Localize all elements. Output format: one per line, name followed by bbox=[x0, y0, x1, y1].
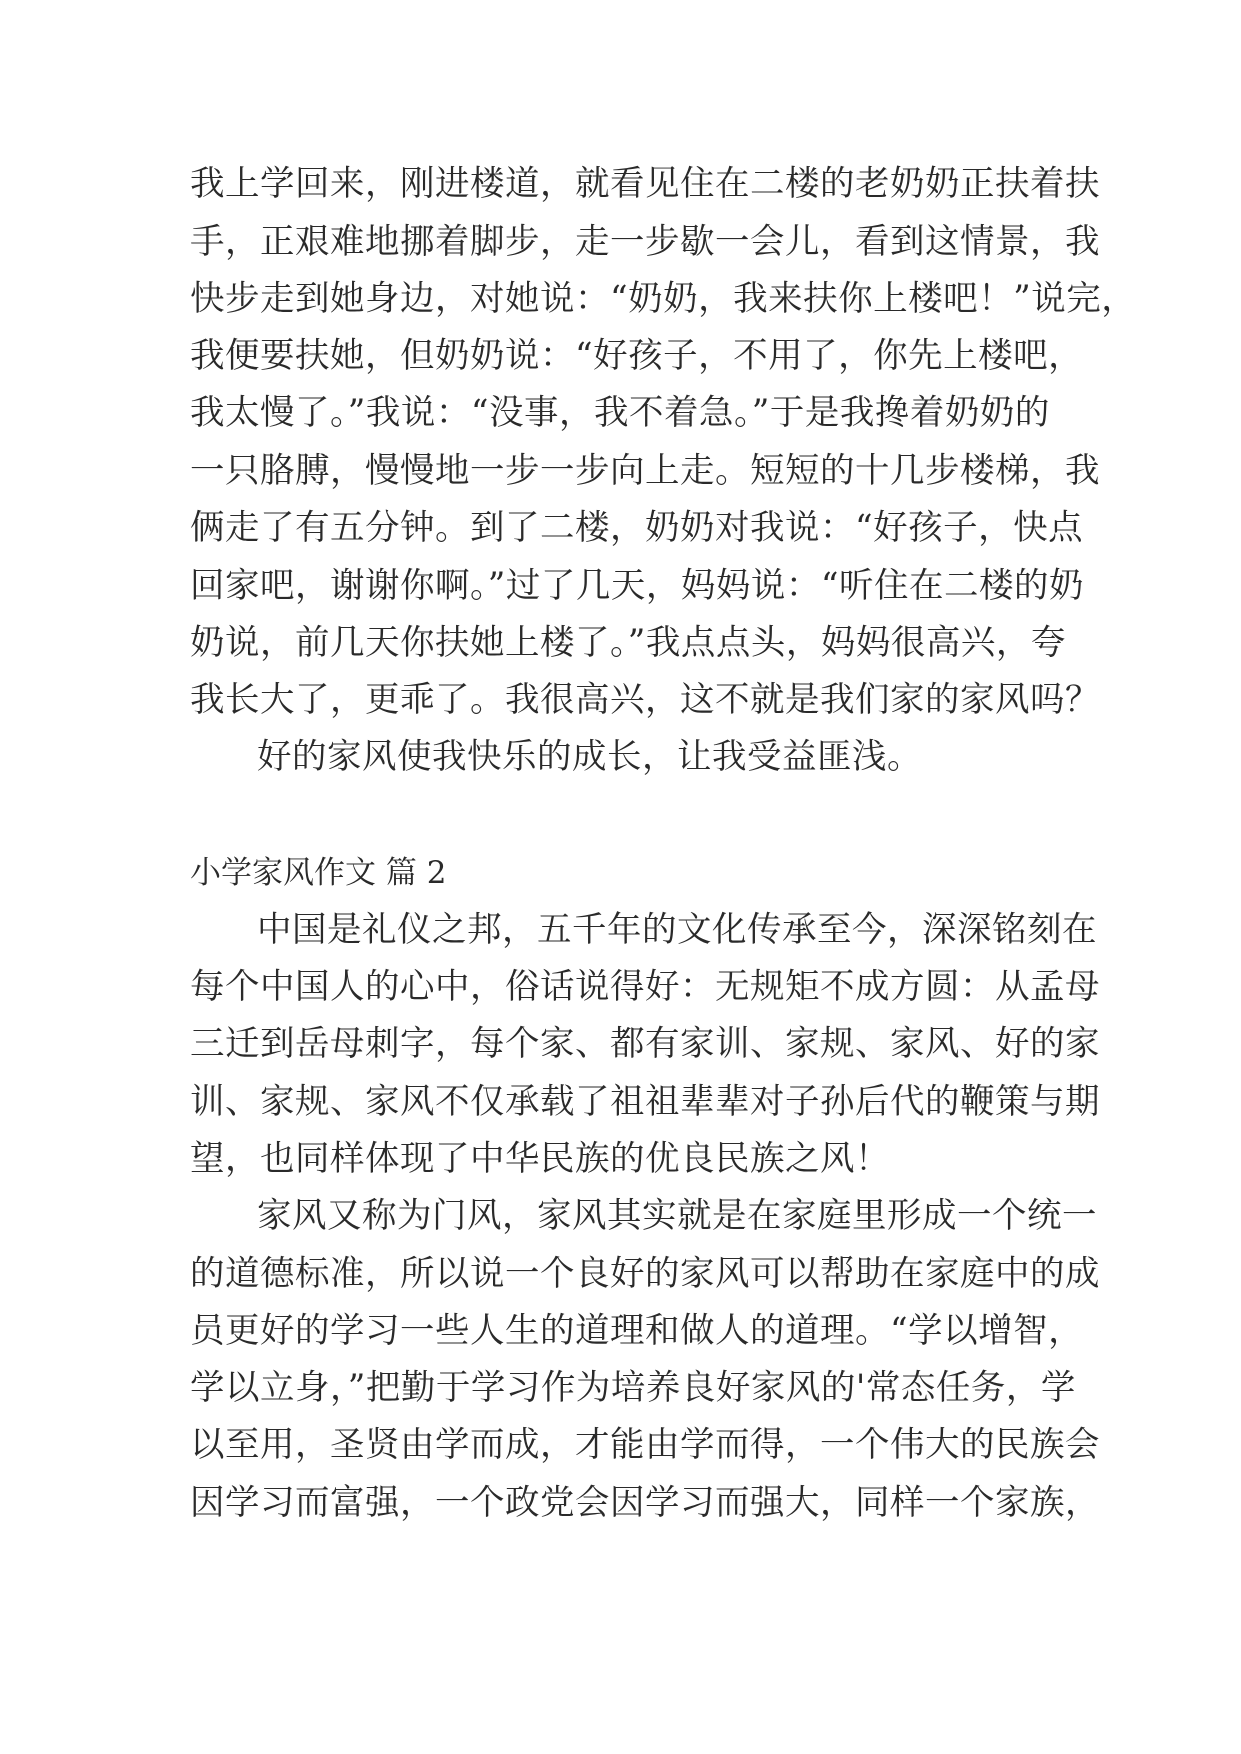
text-line: 一只胳膊，慢慢地一步一步向上走。短短的十几步楼梯，我 bbox=[190, 451, 1100, 491]
text-line: 员更好的学习一些人生的道理和做人的道理。“学以增智， bbox=[190, 1311, 1084, 1351]
section-heading: 小学家风作文 篇 2 bbox=[190, 855, 447, 891]
text-line: 我便要扶她，但奶奶说：“好孩子，不用了，你先上楼吧， bbox=[190, 336, 1084, 376]
text-line: 我太慢了。”我说：“没事，我不着急。”于是我搀着奶奶的 bbox=[190, 393, 1050, 433]
text-line: 学以立身，”把勤于学习作为培养良好家风的'常态任务，学 bbox=[190, 1368, 1076, 1408]
text-line: 三迁到岳母刺字，每个家、都有家训、家规、家风、好的家 bbox=[190, 1024, 1100, 1064]
text-line: 望，也同样体现了中华民族的优良民族之风！ bbox=[190, 1139, 890, 1179]
text-line: 以至用，圣贤由学而成，才能由学而得，一个伟大的民族会 bbox=[190, 1425, 1100, 1465]
text-line: 快步走到她身边，对她说：“奶奶，我来扶你上楼吧！”说完， bbox=[190, 279, 1137, 319]
closing-line: 好的家风使我快乐的成长，让我受益匪浅。 bbox=[257, 737, 922, 777]
text-line: 因学习而富强，一个政党会因学习而强大，同样一个家族， bbox=[190, 1483, 1100, 1523]
text-line: 俩走了有五分钟。到了二楼，奶奶对我说：“好孩子，快点 bbox=[190, 508, 1084, 548]
text-line: 回家吧，谢谢你啊。”过了几天，妈妈说：“听住在二楼的奶 bbox=[190, 566, 1085, 606]
text-line: 奶说，前几天你扶她上楼了。”我点点头，妈妈很高兴，夸 bbox=[190, 623, 1066, 663]
text-line: 手，正艰难地挪着脚步，走一步歇一会儿，看到这情景，我 bbox=[190, 222, 1100, 262]
text-line: 每个中国人的心中，俗话说得好：无规矩不成方圆：从孟母 bbox=[190, 967, 1100, 1007]
text-line: 的道德标准，所以说一个良好的家风可以帮助在家庭中的成 bbox=[190, 1254, 1100, 1294]
text-line: 中国是礼仪之邦，五千年的文化传承至今，深深铭刻在 bbox=[257, 910, 1097, 950]
text-line: 训、家规、家风不仅承载了祖祖辈辈对子孙后代的鞭策与期 bbox=[190, 1082, 1100, 1122]
text-line: 我上学回来，刚进楼道，就看见住在二楼的老奶奶正扶着扶 bbox=[190, 164, 1100, 204]
text-line: 我长大了，更乖了。我很高兴，这不就是我们家的家风吗？ bbox=[190, 680, 1100, 720]
text-line: 家风又称为门风，家风其实就是在家庭里形成一个统一 bbox=[257, 1196, 1097, 1236]
